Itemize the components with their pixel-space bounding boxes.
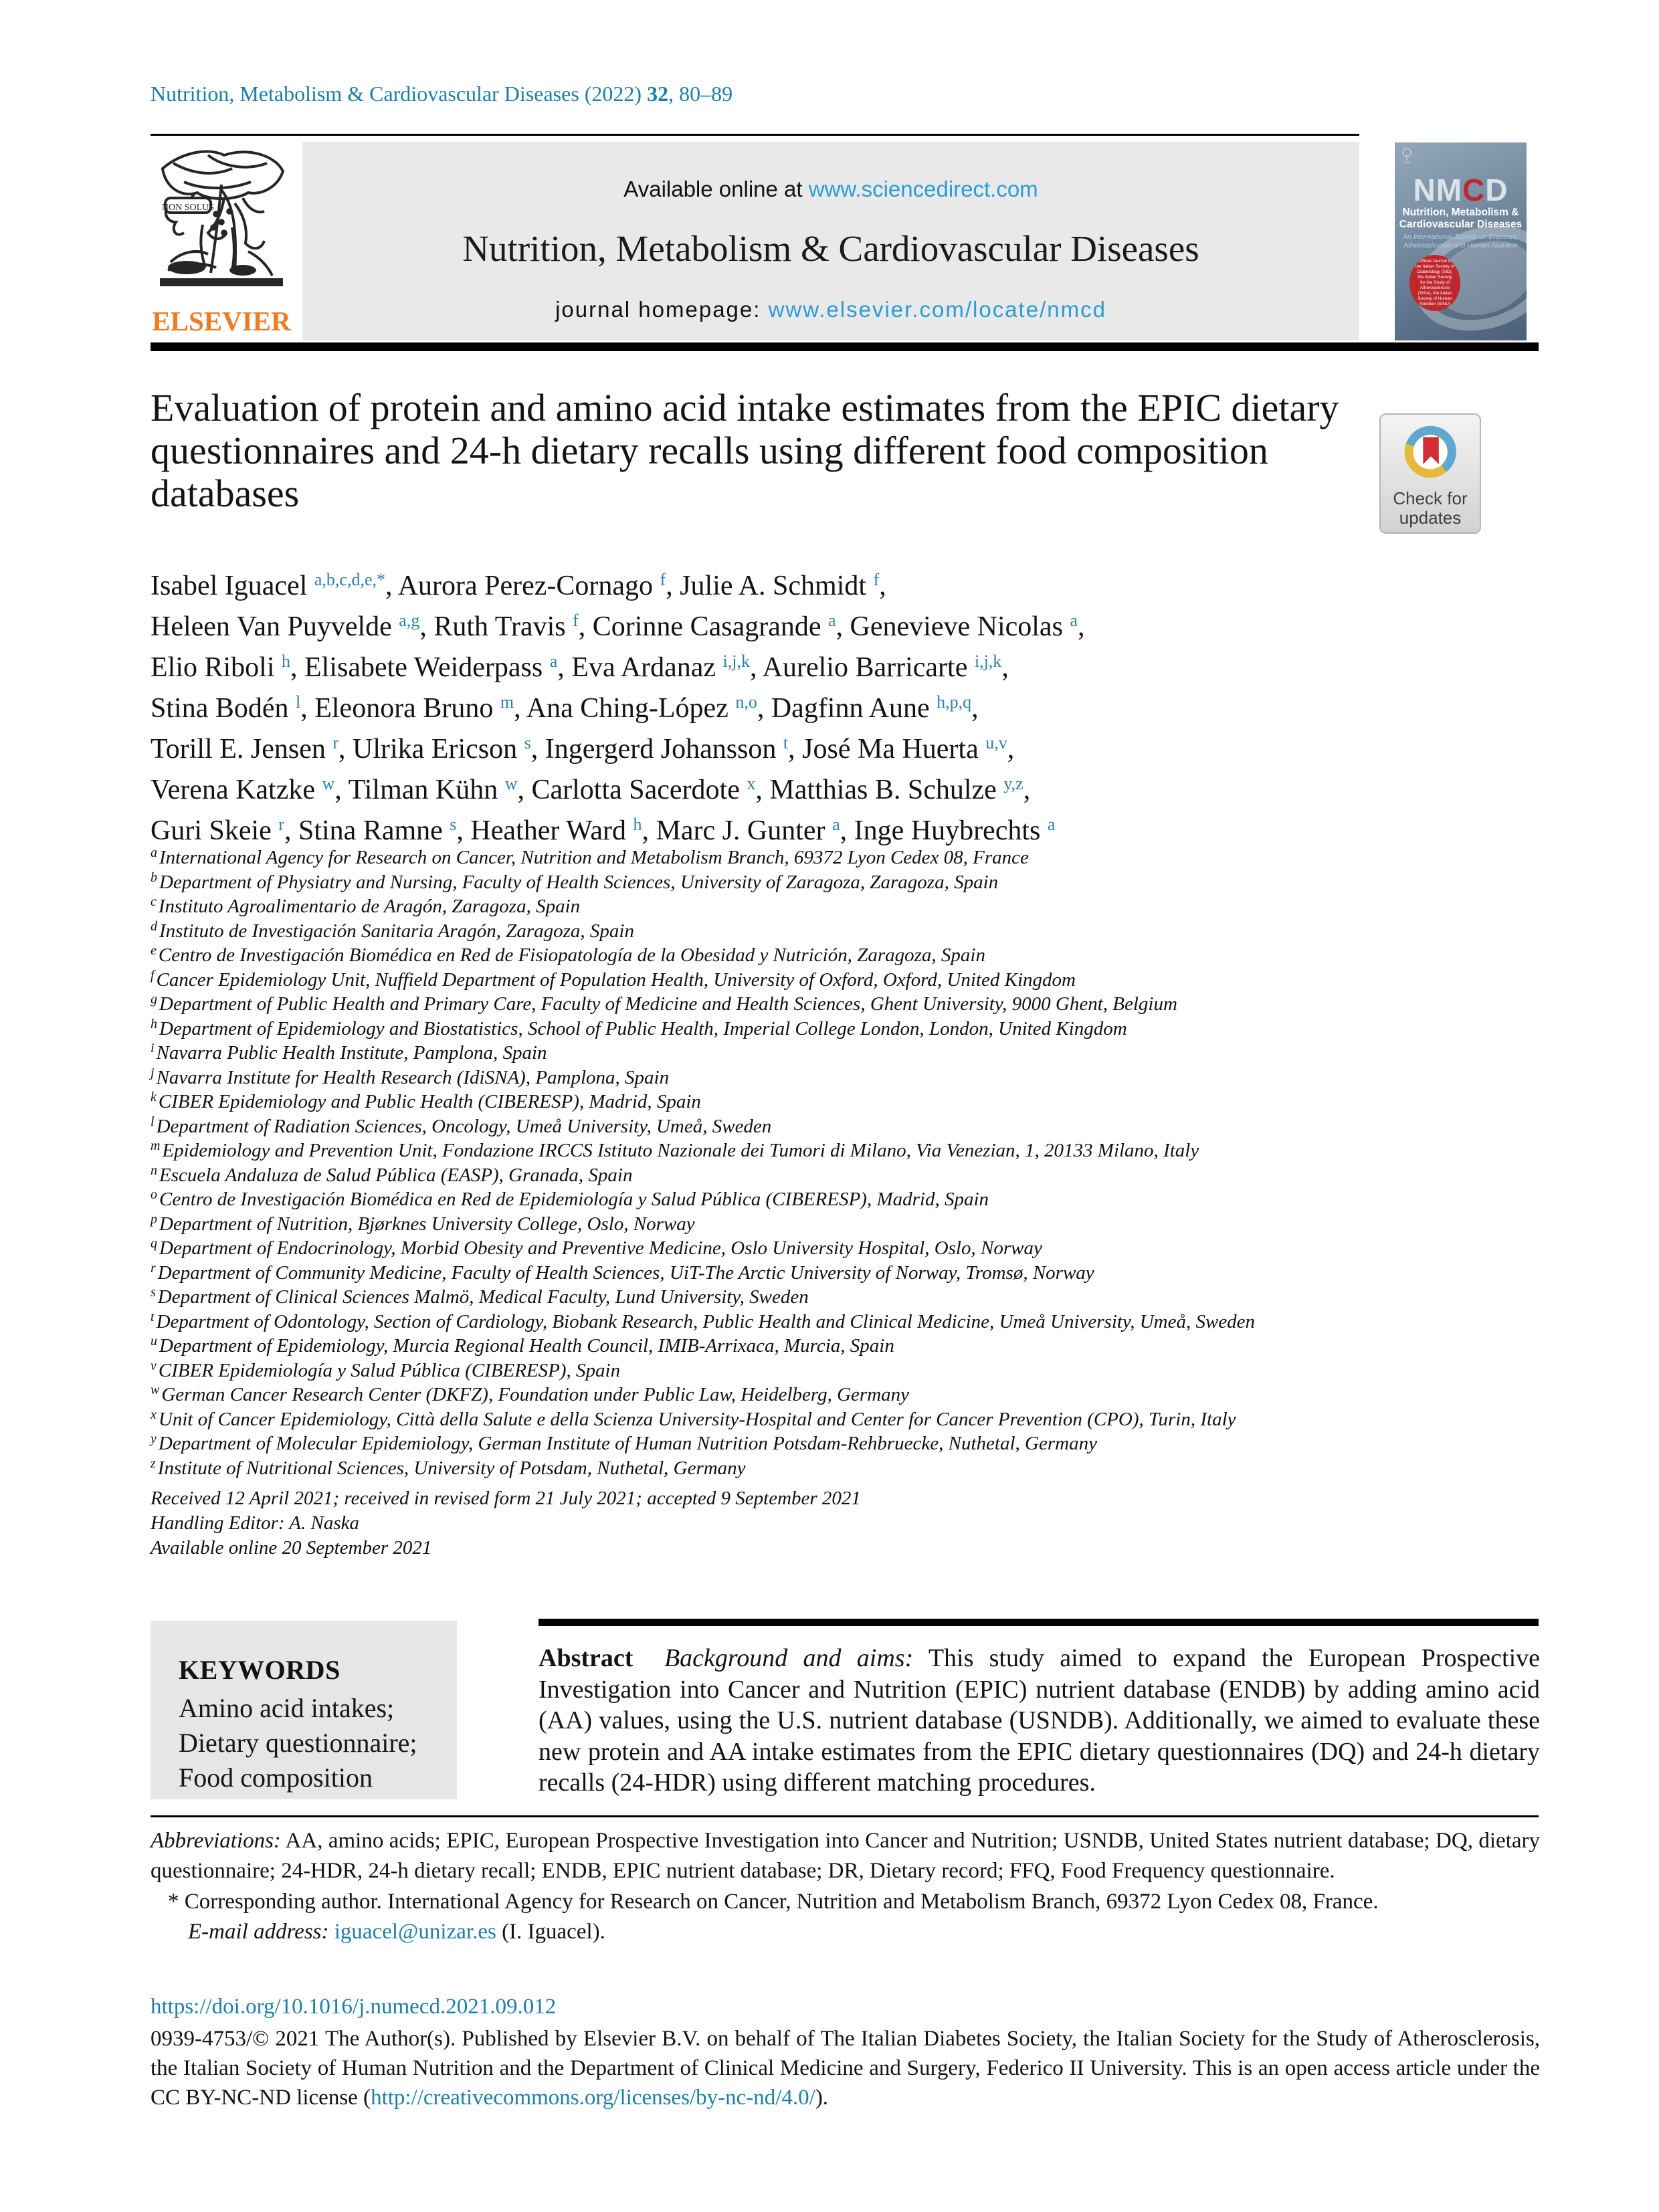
affiliation-letter: q <box>151 1236 157 1251</box>
author-affiliation-superscript: l <box>296 692 301 712</box>
abstract-label: Abstract <box>539 1644 633 1672</box>
cover-brand-letter: M <box>1436 173 1463 207</box>
author-affiliation-superscript: a,g <box>399 610 420 630</box>
affiliation-letter: o <box>151 1187 157 1202</box>
author-name: Heather Ward <box>470 815 633 846</box>
check-for-updates-badge[interactable] <box>1379 413 1481 534</box>
author-affiliation-superscript: h <box>282 651 291 671</box>
affiliation-line: $^n$ Escuela Andaluza de Salud Pública (EASP), Granada, Spain <box>151 1163 633 1186</box>
footnotes-block <box>151 1826 1540 1947</box>
affiliation-letter: p <box>151 1211 157 1227</box>
cover-tagline: An International Journal on Diabetes, Atherosclerosis and Human Nutrition <box>1403 233 1519 249</box>
copyright-paragraph <box>151 2024 1540 2112</box>
abstract-paragraph <box>539 1643 1540 1799</box>
author-name: Inge Huybrechts <box>854 815 1048 846</box>
affiliation-letter: v <box>151 1358 157 1373</box>
affiliation-list <box>151 847 1542 1482</box>
affiliation-line: $^i$ Navarra Public Health Institute, Pamplona, Spain <box>151 1041 547 1064</box>
affiliation-line: $^q$ Department of Endocrinology, Morbid Obesity and Preventive Medicine, Oslo University Hospital, Oslo, Norway <box>151 1236 1042 1259</box>
author-name: Torill E. Jensen <box>151 734 333 765</box>
author-name: Aurora Perez-Cornago <box>397 571 660 601</box>
author-affiliation-superscript: t <box>783 732 789 752</box>
article-title: Evaluation of protein and amino acid intake estimates from the EPIC dietary questionnaires and 24-h dietary recalls using different food composition databases <box>151 386 1339 515</box>
cover-title-line1: Nutrition, Metabolism & <box>1402 207 1519 218</box>
author-affiliation-superscript: w <box>504 773 518 793</box>
elsevier-wordmark: ELSEVIER <box>152 306 291 336</box>
author-affiliation-superscript: w <box>322 773 335 793</box>
keywords-items <box>179 1691 440 1795</box>
affiliation-letter: u <box>151 1334 157 1348</box>
cover-brand-letter: D <box>1485 173 1508 207</box>
author-affiliation-superscript: i,j,k <box>722 651 750 671</box>
affiliation-letter: k <box>151 1090 157 1104</box>
elsevier-tree-logo-icon <box>155 144 288 304</box>
footnote-rule <box>151 1815 1539 1817</box>
available-online-line <box>302 177 1359 202</box>
abbreviations-note <box>151 1826 1540 1886</box>
author-affiliation-superscript: a <box>549 651 558 671</box>
affiliation-letter: m <box>151 1138 161 1153</box>
affiliation-line: $^u$ Department of Epidemiology, Murcia Regional Health Council, IMIB-Arrixaca, Murcia, Spain <box>151 1334 894 1356</box>
affiliation-letter: g <box>151 992 157 1007</box>
email-link[interactable]: iguacel@unizar.es <box>334 1920 496 1944</box>
author-affiliation-superscript: r <box>278 814 284 834</box>
article-history <box>151 1486 1488 1561</box>
affiliation-line: $^t$ Department of Odontology, Section of Cardiology, Biobank Research, Public Health and Clinical Medicine, Umeå University, Umeå, Sweden <box>151 1309 1256 1332</box>
affiliation-line: $^p$ Department of Nutrition, Bjørknes University College, Oslo, Norway <box>151 1211 695 1235</box>
affiliation-line: $^f$ Cancer Epidemiology Unit, Nuffield Department of Population Health, University of Oxford, Oxford, United Kingdom <box>151 967 1076 991</box>
affiliation-letter: w <box>151 1383 160 1397</box>
affiliation-line: $^h$ Department of Epidemiology and Biostatistics, School of Public Health, Imperial College London, London, United Kingdom <box>151 1016 1127 1039</box>
copyright-text: 0939-4753/© 2021 The Author(s). Published by Elsevier B.V. on behalf of The Italian Diabetes Society, the Italian Society for the Study of Atherosclerosis, the Italian Society of Human Nutrition and the Department of Clinical Medicine and Surgery, Federico II University. This is an open access article under the CC BY-NC-ND license ( <box>151 2027 1540 2110</box>
affiliation-line: $^x$ Unit of Cancer Epidemiology, Città della Salute e della Scienza University-Hospital and Center for Cancer Prevention (CPO), Turin, Italy <box>151 1407 1236 1430</box>
email-label: E-mail address: <box>188 1920 329 1944</box>
author-name: Verena Katzke <box>151 775 322 805</box>
available-online-date: Available online 20 September 2021 <box>151 1537 432 1559</box>
author-name: José Ma Huerta <box>802 734 986 765</box>
affiliation-letter: s <box>151 1285 156 1300</box>
copyright-suffix: ). <box>815 2086 829 2110</box>
author-affiliation-superscript: a <box>1047 814 1056 834</box>
affiliation-letter: z <box>151 1455 156 1471</box>
affiliation-letter: t <box>151 1309 155 1324</box>
affiliation-letter: d <box>151 918 157 934</box>
author-list: Isabel Iguacel $^{a,b,c,d,e,*}$, Aurora Perez-Cornago $^f$, Julie A. Schmidt $^f$, Heleen Van Puyvelde $^{a,g}$, Ruth Travis $^f$, Corinne Casagrande $^a$, Genevieve Nicolas $^a$, Elio Riboli $^h$, Elisabete Weiderpass $^a$, Eva Ardanaz $^{i,j,k}$, Aurelio Barricarte $^{i,j,k}$, Stina Bodén $^l$, Eleonora Bruno $^m$, Ana Ching-López $^{n,o}$, Dagfinn Aune $^{h,p,q}$, Torill E. Jensen $^r$, Ulrika Ericson $^s$, Ingergerd Johansson $^t$, José Ma Huerta $^{u,v}$, Verena Katzke $^w$, Tilman Kühn $^w$, Carlotta Sacerdote $^x$, Matthias B. Schulze $^{y,z}$, Guri Skeie $^r$, Stina Ramne $^s$, Heather Ward $^h$, Marc J. Gunter $^a$, Inge Huybrechts $^a$ <box>151 569 1085 846</box>
journal-homepage-link[interactable]: www.elsevier.com/locate/nmcd <box>768 297 1106 322</box>
author-name: Ulrika Ericson <box>353 734 524 765</box>
doi-link[interactable]: https://doi.org/10.1016/j.numecd.2021.09.012 <box>151 1995 557 2019</box>
abstract-section-lead: Background and aims: <box>664 1644 914 1672</box>
author-name: Aurelio Barricarte <box>762 652 975 683</box>
author-name: Julie A. Schmidt <box>680 571 874 601</box>
citation-volume: 32 <box>647 82 669 106</box>
affiliation-line: $^g$ Department of Public Health and Primary Care, Faculty of Medicine and Health Sciences, Ghent University, 9000 Ghent, Belgium <box>151 992 1177 1015</box>
author-name: Isabel Iguacel <box>151 571 314 601</box>
sciencedirect-link[interactable]: www.sciencedirect.com <box>808 177 1038 201</box>
author-name: Eleonora Bruno <box>314 693 500 724</box>
author-name: Stina Ramne <box>298 815 450 846</box>
author-affiliation-superscript: m <box>500 692 514 712</box>
affiliation-line: $^l$ Department of Radiation Sciences, Oncology, Umeå University, Umeå, Sweden <box>151 1114 772 1137</box>
affiliation-letter: i <box>151 1041 155 1055</box>
journal-cover-thumbnail <box>1395 142 1527 340</box>
author-affiliation-superscript: a <box>1070 610 1078 630</box>
abbreviations-text: AA, amino acids; EPIC, European Prospective Investigation into Cancer and Nutrition; USNDB, United States nutrient database; DQ, dietary questionnaire; 24-HDR, 24-h dietary recall; ENDB, EPIC nutrient database; DR, Dietary record; FFQ, Food Frequency questionnaire. <box>151 1829 1540 1883</box>
keywords-heading: KEYWORDS <box>179 1655 340 1685</box>
author-affiliation-superscript: a,b,c,d,e,* <box>314 569 385 589</box>
affiliation-line: $^d$ Instituto de Investigación Sanitaria Aragón, Zaragoza, Spain <box>151 918 634 942</box>
author-name: Elio Riboli <box>151 652 282 683</box>
author-affiliation-superscript: y,z <box>1003 773 1023 793</box>
author-name: Guri Skeie <box>151 815 279 846</box>
affiliation-letter: x <box>151 1407 157 1422</box>
affiliation-letter: c <box>151 894 157 909</box>
affiliation-line: $^k$ CIBER Epidemiology and Public Health (CIBERESP), Madrid, Spain <box>151 1090 701 1112</box>
author-name: Dagfinn Aune <box>771 693 937 724</box>
email-line <box>151 1917 1540 1947</box>
author-affiliation-superscript: s <box>524 732 531 752</box>
affiliation-letter: r <box>151 1260 156 1276</box>
affiliation-line: $^e$ Centro de Investigación Biomédica en Red de Fisiopatología de la Obesidad y Nutrición, Zaragoza, Spain <box>151 943 985 966</box>
author-affiliation-superscript: a <box>832 814 840 834</box>
svg-text:NON SOLUS: NON SOLUS <box>161 203 215 213</box>
author-affiliation-superscript: x <box>747 773 756 793</box>
doi-line <box>151 1992 1540 2021</box>
author-affiliation-superscript: r <box>332 732 339 752</box>
affiliation-line: $^b$ Department of Physiatry and Nursing, Faculty of Health Sciences, University of Zaragoza, Zaragoza, Spain <box>151 870 999 893</box>
affiliation-letter: f <box>151 967 155 983</box>
author-name: Carlotta Sacerdote <box>531 775 747 805</box>
author-affiliation-superscript: i,j,k <box>974 651 1002 671</box>
author-affiliation-superscript: s <box>450 814 457 834</box>
author-name: Ana Ching-López <box>526 693 736 724</box>
email-suffix: (I. Iguacel). <box>496 1920 605 1944</box>
check-for-updates-icon <box>1398 421 1462 486</box>
affiliation-line: $^v$ CIBER Epidemiología y Salud Pública (CIBERESP), Spain <box>151 1358 621 1381</box>
journal-citation <box>151 82 733 106</box>
affiliation-line: $^o$ Centro de Investigación Biomédica en Red de Epidemiología y Salud Pública (CIBERESP), Madrid, Spain <box>151 1187 989 1210</box>
affiliation-line: $^j$ Navarra Institute for Health Research (IdiSNA), Pamplona, Spain <box>151 1065 670 1088</box>
affiliation-letter: j <box>151 1065 155 1080</box>
author-affiliation-superscript: a <box>828 610 836 630</box>
abbreviations-label: Abbreviations: <box>151 1829 281 1853</box>
author-name: Ingergerd Johansson <box>545 734 783 765</box>
cover-brand-nmcd <box>1395 175 1527 205</box>
cover-title-line2: Cardiovascular Diseases <box>1399 219 1523 230</box>
cover-brand-letter: C <box>1462 173 1486 207</box>
cover-society-badge: Official Journal of the Italian Society of Diabetology (SID), the Italian Society for the Study of Atherosclerosis (SISA), the Italian Society of Human Nutrition (SINU) <box>1409 255 1460 311</box>
cover-journal-title <box>1395 207 1527 231</box>
homepage-prefix: journal homepage: <box>555 297 769 322</box>
affiliation-line: $^m$ Epidemiology and Prevention Unit, Fondazione IRCCS Istituto Nazionale dei Tumori di Milano, Via Venezian, 1, 20133 Milano, Italy <box>151 1138 1199 1161</box>
abstract-top-rule <box>539 1619 1539 1626</box>
author-name: Stina Bodén <box>151 693 296 724</box>
author-affiliation-superscript: h,p,q <box>937 692 972 712</box>
affiliation-letter: e <box>151 943 157 958</box>
abstract-text: This study aimed to expand the European Prospective Investigation into Cancer and Nutrition (EPIC) nutrient database (ENDB) by adding amino acid (AA) values, using the U.S. nutrient database (USNDB). Additionally, we aimed to evaluate these new protein and AA intake estimates from the EPIC dietary questionnaires (DQ) and 24-h dietary recalls (24-HDR) using different matching procedures. <box>539 1644 1540 1797</box>
affiliation-letter: l <box>151 1114 155 1129</box>
affiliation-line: $^w$ German Cancer Research Center (DKFZ), Foundation under Public Law, Heidelberg, Germany <box>151 1383 910 1405</box>
affiliation-line: $^c$ Instituto Agroalimentario de Aragón, Zaragoza, Spain <box>151 894 581 917</box>
affiliation-letter: a <box>151 845 157 860</box>
journal-banner <box>302 142 1359 340</box>
keyword-item: Food composition <box>179 1763 373 1793</box>
author-affiliation-superscript: u,v <box>985 732 1007 752</box>
affiliation-letter: b <box>151 870 157 885</box>
affiliation-letter: y <box>151 1431 157 1446</box>
handling-editor: Handling Editor: A. Naska <box>151 1512 360 1534</box>
available-online-prefix: Available online at <box>623 177 809 201</box>
author-name: Eva Ardanaz <box>571 652 723 683</box>
citation-journal: Nutrition, Metabolism & Cardiovascular Diseases (2022) <box>151 82 648 106</box>
author-affiliation-superscript: n,o <box>735 692 757 712</box>
affiliation-letter: n <box>151 1163 157 1178</box>
corresponding-author-note: * Corresponding author. International Agency for Research on Cancer, Nutrition and Metabolism Branch, 69372 Lyon Cedex 08, France. <box>168 1890 1379 1914</box>
author-name: Genevieve Nicolas <box>850 611 1070 642</box>
banner-journal-title: Nutrition, Metabolism & Cardiovascular Diseases <box>462 228 1199 269</box>
author-name: Matthias B. Schulze <box>769 775 1004 805</box>
affiliation-letter: h <box>151 1016 157 1031</box>
author-name: Ruth Travis <box>433 611 573 642</box>
header-top-rule <box>151 134 1359 136</box>
keywords-box <box>151 1621 457 1799</box>
footer-block <box>151 1992 1540 2112</box>
elsevier-logo <box>149 144 294 340</box>
cc-license-link[interactable]: http://creativecommons.org/licenses/by-nc-nd/4.0/ <box>371 2086 815 2110</box>
author-affiliation-superscript: f <box>660 569 666 589</box>
author-name: Tilman Kühn <box>348 775 505 805</box>
keyword-item: Dietary questionnaire; <box>179 1728 417 1758</box>
author-affiliation-superscript: f <box>573 610 579 630</box>
author-name: Marc J. Gunter <box>656 815 833 846</box>
affiliation-line: $^a$ International Agency for Research on Cancer, Nutrition and Metabolism Branch, 69372 Lyon Cedex 08, France <box>151 845 1029 868</box>
author-name: Corinne Casagrande <box>592 611 828 642</box>
affiliation-line: $^r$ Department of Community Medicine, Faculty of Health Sciences, UiT-The Arctic University of Norway, Tromsø, Norway <box>151 1260 1094 1284</box>
affiliation-line: $^y$ Department of Molecular Epidemiology, German Institute of Human Nutrition Potsdam-Rehbruecke, Nuthetal, Germany <box>151 1431 1097 1454</box>
affiliation-line: $^z$ Institute of Nutritional Sciences, University of Potsdam, Nuthetal, Germany <box>151 1455 746 1479</box>
keyword-item: Amino acid intakes; <box>179 1693 395 1723</box>
cover-elsevier-mark-icon <box>1401 148 1412 165</box>
author-affiliation-superscript: f <box>873 569 880 589</box>
header-thick-rule <box>151 342 1539 351</box>
received-dates: Received 12 April 2021; received in revised form 21 July 2021; accepted 9 September 2021 <box>151 1488 861 1509</box>
author-name: Heleen Van Puyvelde <box>151 611 399 642</box>
affiliation-line: $^s$ Department of Clinical Sciences Malmö, Medical Faculty, Lund University, Sweden <box>151 1285 809 1308</box>
cover-brand-letter: N <box>1413 173 1436 207</box>
check-for-updates-label: Check for updates <box>1393 488 1468 528</box>
author-affiliation-superscript: h <box>633 814 642 834</box>
citation-pages: , 80–89 <box>668 82 733 106</box>
author-name: Elisabete Weiderpass <box>304 652 550 683</box>
journal-homepage-line <box>302 297 1359 322</box>
